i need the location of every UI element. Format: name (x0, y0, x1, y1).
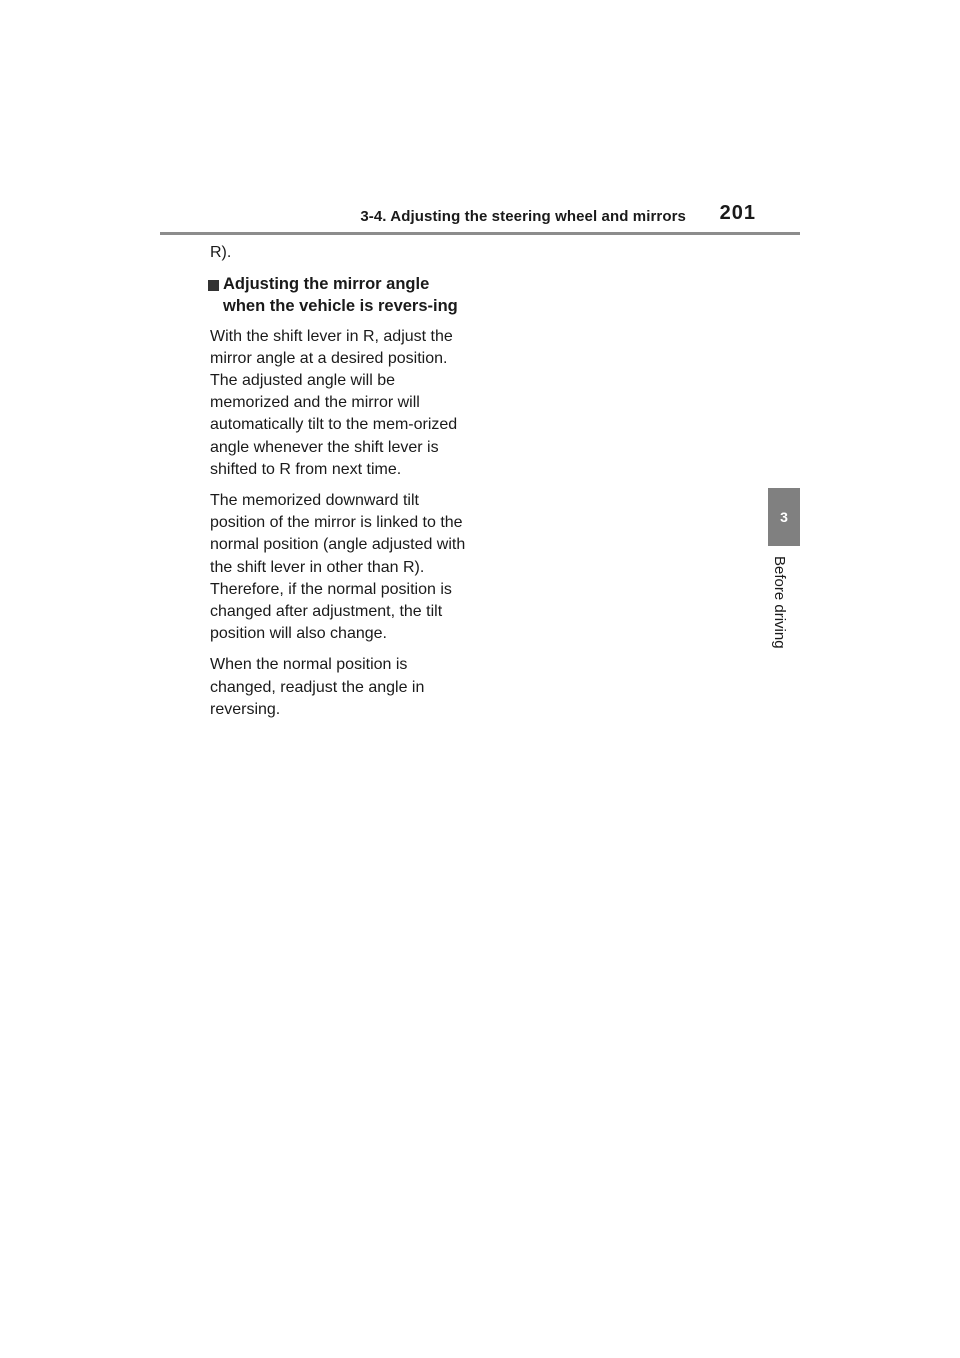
page-header (160, 196, 800, 232)
chapter-title: Before driving (771, 556, 788, 649)
subheading (204, 273, 472, 317)
page-number: 201 (719, 202, 756, 224)
subheading-text: Adjusting the mirror angle when the vehicle is revers-ing (223, 275, 458, 316)
paragraph: The memorized downward tilt position of the mirror is linked to the normal position (angle adjusted with the shift lever in other than R). Therefore, if the normal position is changed after adjustment, the tilt position will also change. (210, 492, 466, 643)
header-divider (160, 232, 800, 235)
section-title: 3-4. Adjusting the steering wheel and mirrors (360, 208, 686, 225)
lead-fragment: R). (210, 244, 232, 261)
paragraph: When the normal position is changed, readjust the angle in reversing. (210, 656, 425, 718)
chapter-number-tab: 3 (768, 488, 800, 546)
square-bullet-icon (208, 280, 219, 291)
paragraph: With the shift lever in R, adjust the mirror angle at a desired position. The adjusted angle will be memorized and the mirror will automatically tilt to the mem-orized angle whenever the shift lever is shifted to R from next time. (210, 327, 458, 478)
main-content (210, 242, 472, 730)
